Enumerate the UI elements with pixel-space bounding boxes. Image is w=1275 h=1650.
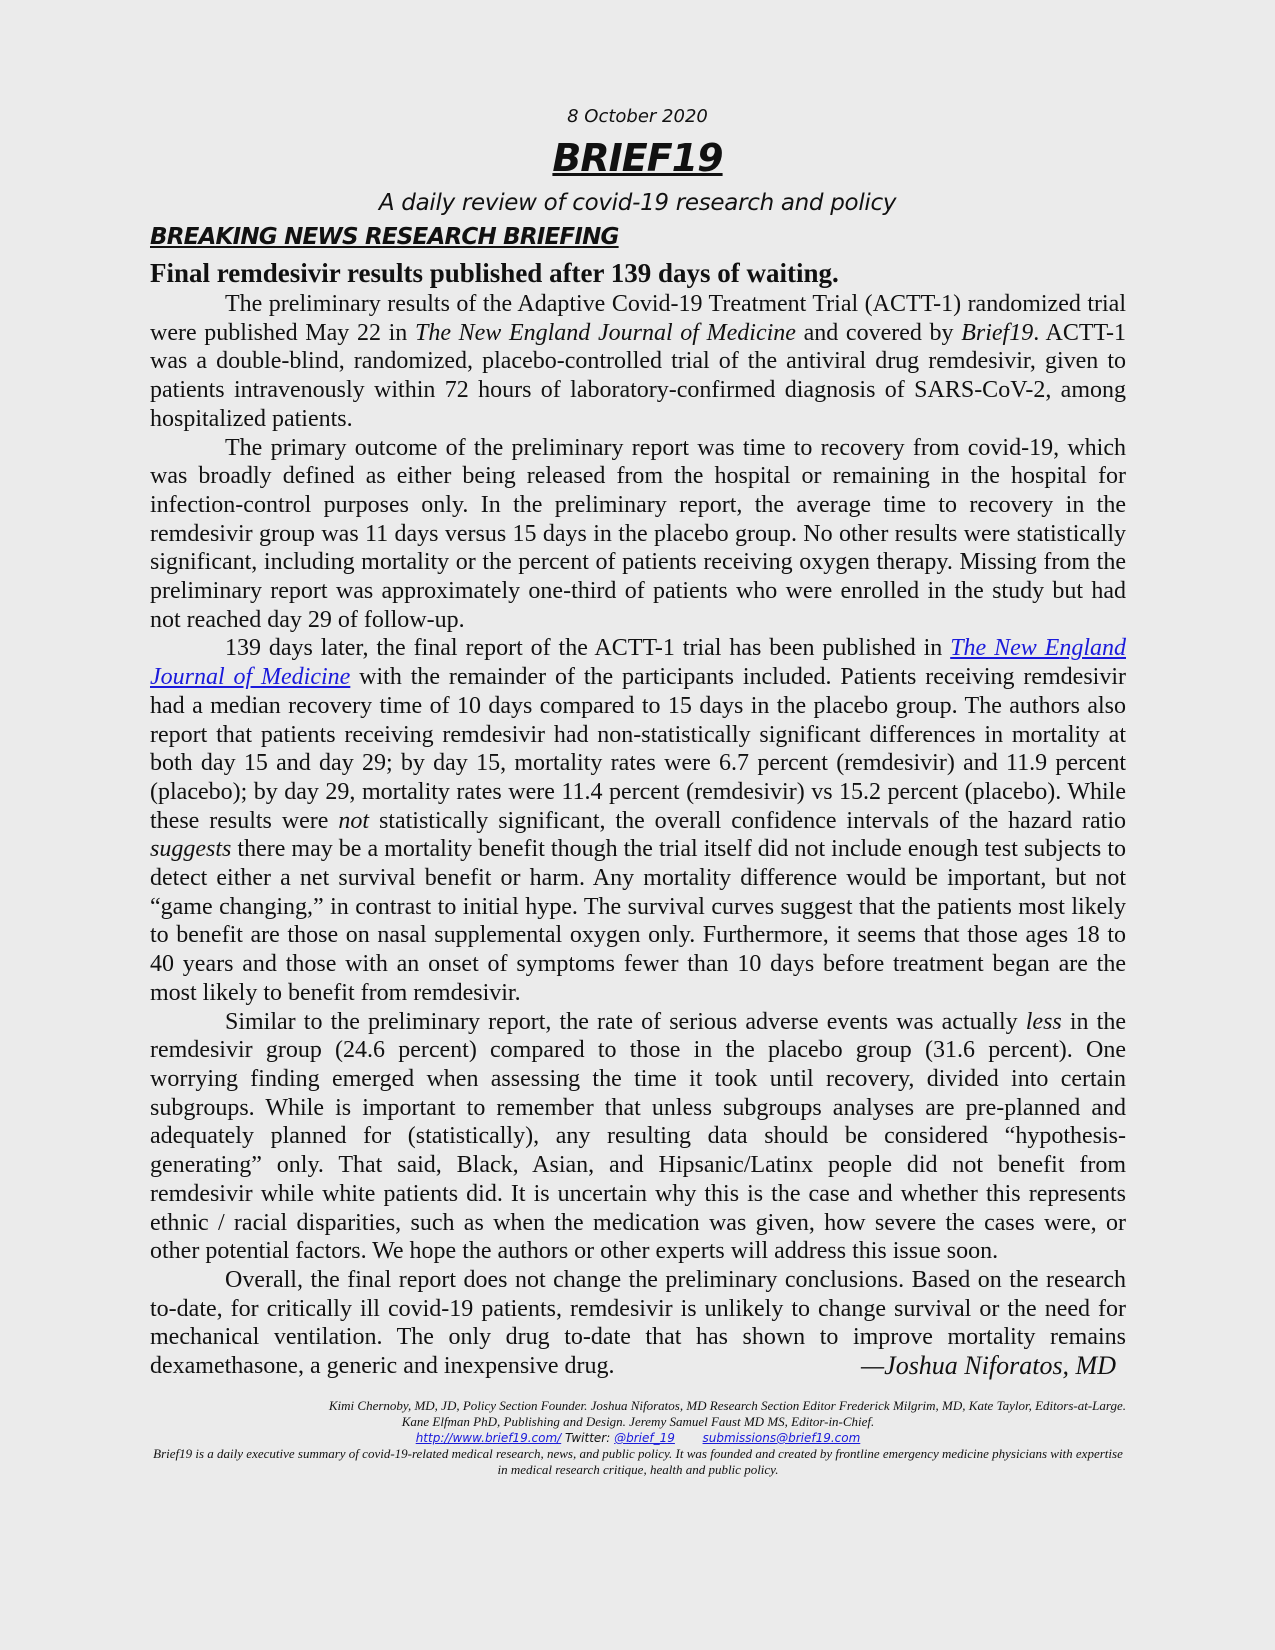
journal-title: The New England Journal of Medicine: [414, 319, 796, 346]
email-link[interactable]: submissions@brief19.com: [702, 1431, 861, 1445]
credits-line-2: Kane Elfman PhD, Publishing and Design. Jeremy Samuel Faust MD MS, Editor-in-Chief.: [401, 1414, 875, 1429]
about-text: Brief19 is a daily executive summary of covid-19-related medical research, news, and public policy. It was founded and created by frontline emergency medicine physicians with expertise in medical research critique, health and public policy.: [153, 1446, 1123, 1477]
credits-line-1: Kimi Chernoby, MD, JD, Policy Section Founder. Joshua Niforatos, MD Research Section Editor Frederick Milgrim, MD, Kate Taylor, Editors-at-Large.: [328, 1398, 1126, 1413]
paragraph-5: Overall, the final report does not change the preliminary conclusions. Based on the research to-date, for critically ill covid-19 patients, remdesivir is unlikely to change survival or the need for mechanical ventilation. The only drug to-date that has shown to improve mortality remains dexamethasone, a generic and inexpensive drug. —Joshua Niforatos, MD: [150, 1266, 1126, 1381]
brief19-ref: Brief19: [961, 319, 1034, 346]
footer-links: [150, 1430, 1126, 1446]
paragraph-4: Similar to the preliminary report, the rate of serious adverse events was actually less in the remdesivir group (24.6 percent) compared to those in the placebo group (31.6 percent). One worrying finding emerged when assessing the time it took until recovery, divided into certain subgroups. While is important to remember that unless subgroups analyses are pre-planned and adequately planned for (statistically), any resulting data should be considered “hypothesis-generating” only. That said, Black, Asian, and Hipsanic/Latinx people did not benefit from remdesivir while white patients did. It is uncertain why this is the case and whether this represents ethnic / racial disparities, such as when the medication was given, how severe the cases were, or other potential factors. We hope the authors or other experts will address this issue soon.: [150, 1008, 1126, 1265]
tagline: A daily review of covid-19 research and policy: [378, 190, 897, 216]
issue-date: 8 October 2020: [567, 106, 708, 127]
article-body: [150, 290, 1126, 1381]
twitter-label: Twitter:: [565, 1431, 611, 1445]
nejm-link[interactable]: The New England Journal of Medicine: [150, 635, 1126, 691]
website-link[interactable]: http://www.brief19.com/: [415, 1431, 562, 1445]
article-headline: Final remdesivir results published after 139 days of waiting.: [150, 258, 839, 288]
twitter-link[interactable]: @brief_19: [614, 1431, 675, 1445]
footer: [150, 1398, 1126, 1478]
author-signature: —Joshua Niforatos, MD: [861, 1351, 1116, 1381]
masthead-title: BRIEF19: [552, 136, 723, 180]
paragraph-2: The primary outcome of the preliminary report was time to recovery from covid-19, which was broadly defined as either being released from the hospital or remaining in the hospital for infection-control purposes only. In the preliminary report, the average time to recovery in the remdesivir group was 11 days versus 15 days in the placebo group. No other results were statistically significant, including mortality or the percent of patients receiving oxygen therapy. Missing from the preliminary report was approximately one-third of patients who were enrolled in the study but had not reached day 29 of follow-up.: [150, 434, 1126, 633]
section-label: BREAKING NEWS RESEARCH BRIEFING: [150, 224, 619, 250]
paragraph-3: 139 days later, the final report of the ACTT-1 trial has been published in The New England Journal of Medicine with the remainder of the participants included. Patients receiving remdesivir had a median recovery time of 10 days compared to 15 days in the placebo group. The authors also report that patients receiving remdesivir had non-statistically significant differences in mortality at both day 15 and day 29; by day 15, mortality rates were 6.7 percent (remdesivir) and 11.9 percent (placebo); by day 29, mortality rates were 11.4 percent (remdesivir) vs 15.2 percent (placebo). While these results were not statistically significant, the overall confidence intervals of the hazard ratio suggests there may be a mortality benefit though the trial itself did not include enough test subjects to detect either a net survival benefit or harm. Any mortality difference would be important, but not “game changing,” in contrast to initial hype. The survival curves suggest that the patients most likely to benefit are those on nasal supplemental oxygen only. Furthermore, it seems that those ages 18 to 40 years and those with an onset of symptoms fewer than 10 days before treatment began are the most likely to benefit from remdesivir.: [150, 635, 1126, 1006]
paragraph-1: The preliminary results of the Adaptive Covid-19 Treatment Trial (ACTT-1) randomized trial were published May 22 in The New England Journal of Medicine and covered by Brief19. ACTT-1 was a double-blind, randomized, placebo-controlled trial of the antiviral drug remdesivir, given to patients intravenously within 72 hours of laboratory-confirmed diagnosis of SARS-CoV-2, among hospitalized patients.: [150, 291, 1126, 432]
